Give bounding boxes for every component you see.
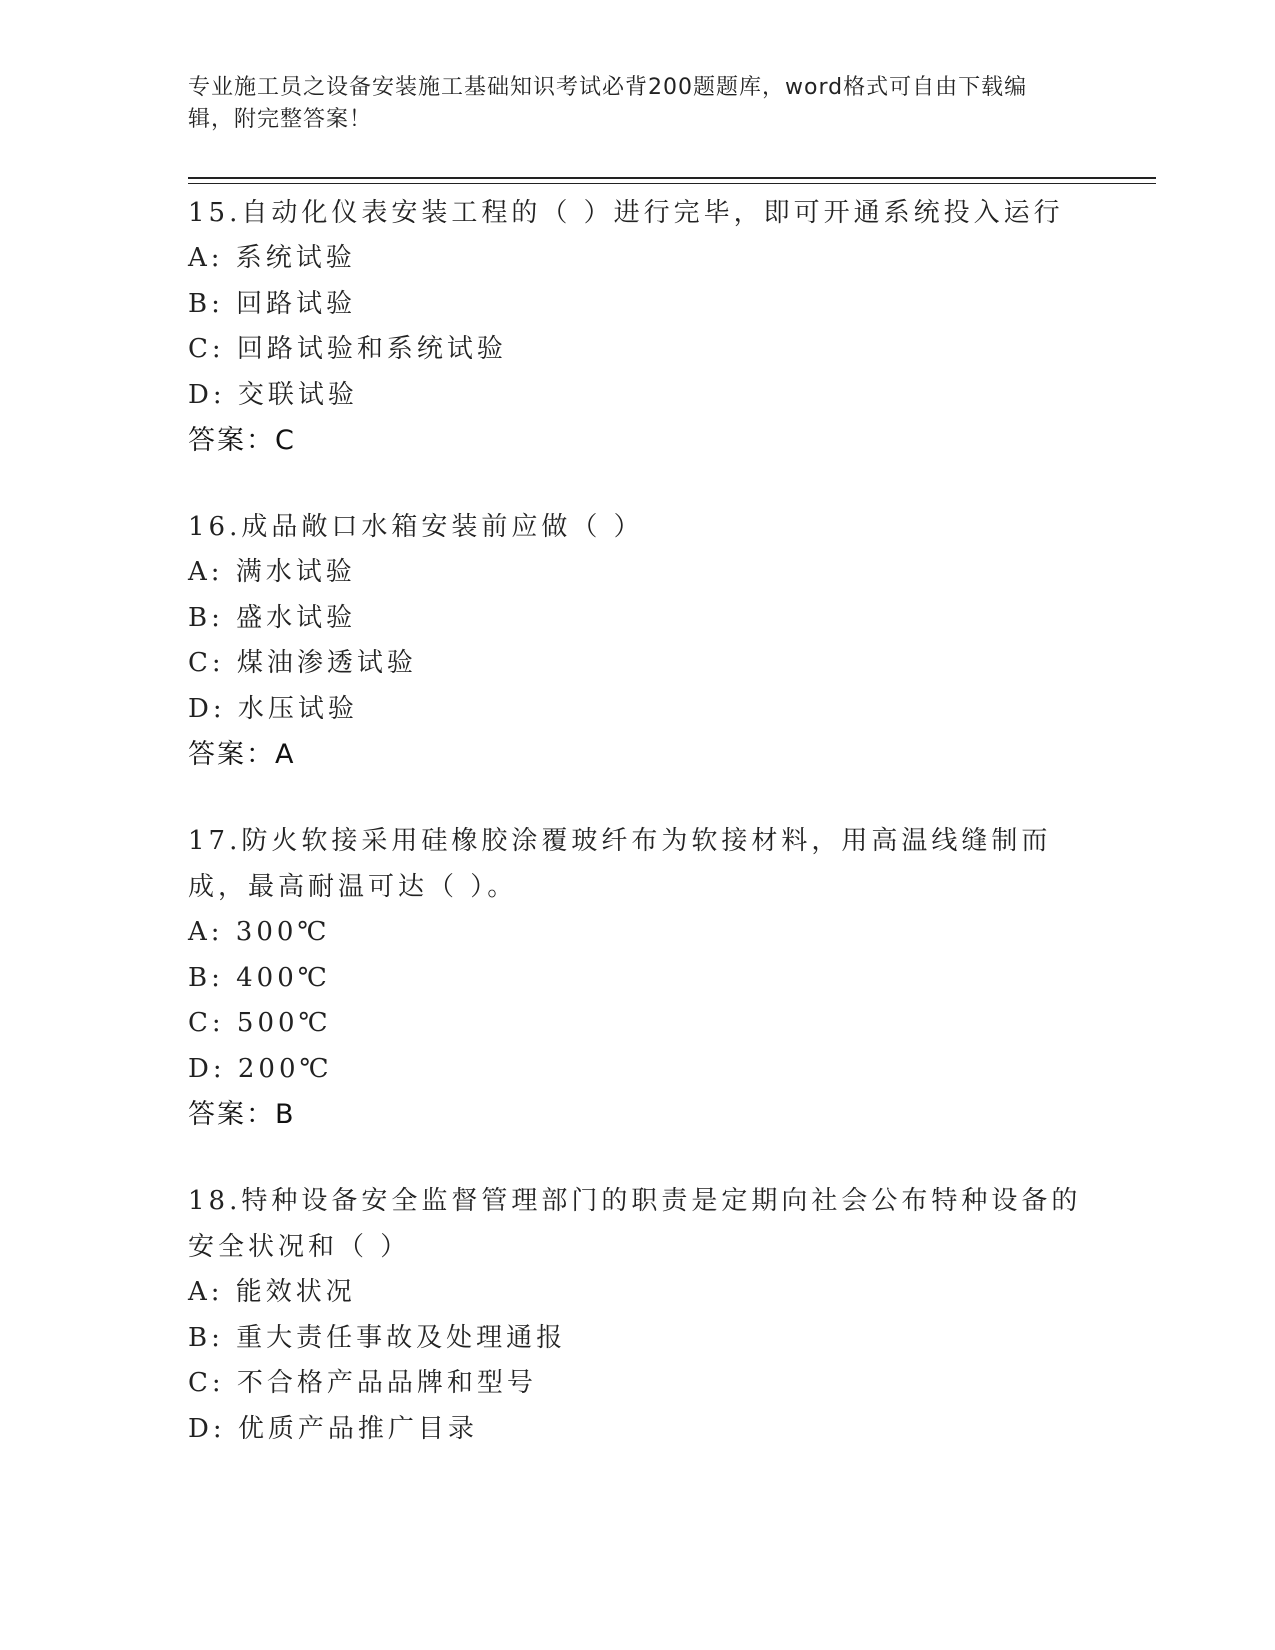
option-d: D: 优质产品推广目录 bbox=[188, 1413, 478, 1444]
question-stem: 15.自动化仪表安装工程的（ ）进行完毕，即可开通系统投入运行 bbox=[188, 198, 1064, 228]
question-stem: 16.成品敞口水箱安装前应做（ ） bbox=[188, 512, 644, 542]
answer: 答案：C bbox=[188, 425, 296, 456]
option-a: A: 满水试验 bbox=[188, 557, 356, 587]
question-list bbox=[188, 190, 1088, 1492]
answer: 答案：B bbox=[188, 1099, 296, 1130]
option-c: C: 500℃ bbox=[188, 1008, 332, 1038]
option-b: B: 400℃ bbox=[188, 962, 331, 993]
option-b: B: 回路试验 bbox=[188, 288, 357, 319]
question-stem: 17.防火软接采用硅橡胶涂覆玻纤布为软接材料，用高温线缝制而成，最高耐温可达（ ）。 bbox=[188, 826, 1052, 902]
question-17 bbox=[188, 818, 1088, 1138]
option-c: C: 回路试验和系统试验 bbox=[188, 334, 507, 364]
option-b: B: 盛水试验 bbox=[188, 602, 357, 633]
option-c: C: 煤油渗透试验 bbox=[188, 648, 417, 678]
question-stem: 18.特种设备安全监督管理部门的职责是定期向社会公布特种设备的安全状况和（ ） bbox=[188, 1186, 1082, 1262]
option-a: A: 300℃ bbox=[188, 917, 331, 947]
header-divider-bottom bbox=[188, 183, 1156, 184]
document-header: 专业施工员之设备安装施工基础知识考试必背200题题库，word格式可自由下载编辑，附完整答案！ bbox=[188, 75, 1028, 132]
answer: 答案：A bbox=[188, 739, 296, 770]
question-18 bbox=[188, 1178, 1088, 1452]
option-b: B: 重大责任事故及处理通报 bbox=[188, 1322, 567, 1353]
question-15 bbox=[188, 190, 1088, 464]
question-16 bbox=[188, 504, 1088, 778]
option-d: D: 水压试验 bbox=[188, 693, 358, 724]
option-c: C: 不合格产品品牌和型号 bbox=[188, 1368, 537, 1398]
header-divider-top bbox=[188, 177, 1156, 179]
option-a: A: 系统试验 bbox=[188, 243, 356, 273]
option-d: D: 交联试验 bbox=[188, 379, 358, 410]
option-d: D: 200℃ bbox=[188, 1053, 333, 1084]
option-a: A: 能效状况 bbox=[188, 1277, 356, 1307]
